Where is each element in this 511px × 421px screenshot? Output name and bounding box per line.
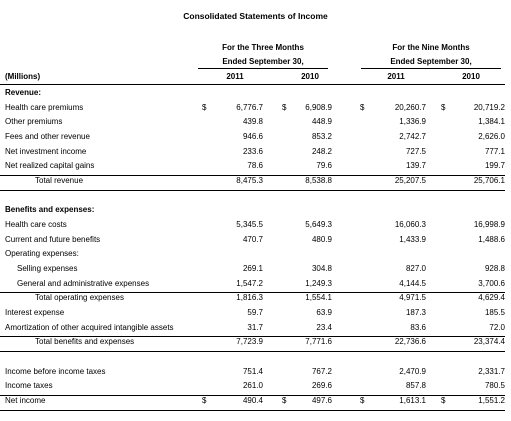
- table-row: [0, 220, 511, 233]
- table-row: [0, 132, 511, 145]
- row-value: 1,816.3: [236, 293, 263, 303]
- row-value: 22,736.6: [394, 337, 426, 347]
- row-value: 187.3: [405, 307, 426, 317]
- section-rule: [0, 410, 505, 411]
- header-bottom-rule: [0, 84, 505, 85]
- table-row: [0, 205, 511, 218]
- table-row: [0, 88, 511, 101]
- row-label: Income before income taxes: [5, 366, 106, 376]
- row-value: 6,908.9: [305, 102, 332, 112]
- row-value: 2,742.7: [399, 131, 426, 141]
- row-value: 448.9: [311, 117, 332, 127]
- table-row: [0, 308, 511, 321]
- row-value: 304.8: [311, 263, 332, 273]
- dollar-sign: $: [441, 102, 446, 112]
- table-row: [0, 147, 511, 160]
- row-value: 5,345.5: [236, 219, 263, 229]
- row-value: 78.6: [247, 161, 263, 171]
- row-value: 185.5: [484, 307, 505, 317]
- three-months-header-line1: For the Three Months: [222, 43, 304, 52]
- table-row: [0, 103, 511, 116]
- row-value: 2,331.7: [478, 366, 505, 376]
- row-value: 7,723.9: [236, 337, 263, 347]
- row-label: Other premiums: [5, 117, 63, 127]
- row-value: 1,384.1: [478, 117, 505, 127]
- row-label: Revenue:: [5, 88, 42, 97]
- row-label: Current and future benefits: [5, 234, 101, 244]
- year-header-4: 2010: [462, 72, 480, 81]
- row-value: 1,433.9: [399, 234, 426, 244]
- row-value: 72.0: [489, 322, 505, 332]
- row-value: 23,374.4: [473, 337, 505, 347]
- nine-months-header-line1: For the Nine Months: [392, 43, 470, 52]
- row-value: 25,706.1: [473, 175, 505, 185]
- section-rule: [0, 190, 505, 191]
- units-label: (Millions): [5, 72, 41, 81]
- row-label: General and administrative expenses: [17, 278, 150, 288]
- row-value: 7,771.6: [305, 337, 332, 347]
- row-value: 497.6: [311, 395, 332, 405]
- row-value: 6,776.7: [236, 102, 263, 112]
- row-value: 1,554.1: [305, 293, 332, 303]
- row-label: Operating expenses:: [5, 249, 79, 259]
- row-label: Net income: [5, 395, 46, 405]
- row-value: 16,060.3: [394, 219, 426, 229]
- dollar-sign: $: [202, 395, 207, 405]
- year-header-1: 2011: [226, 72, 244, 81]
- row-label: Amortization of other acquired intangible assets: [5, 322, 174, 332]
- row-value: 5,649.3: [305, 219, 332, 229]
- row-label: Net investment income: [5, 146, 87, 156]
- row-value: 1,547.2: [236, 278, 263, 288]
- row-value: 63.9: [316, 307, 332, 317]
- row-value: 4,144.5: [399, 278, 426, 288]
- row-value: 4,629.4: [478, 293, 505, 303]
- row-value: 199.7: [484, 161, 505, 171]
- row-value: 946.6: [242, 131, 263, 141]
- nine-months-header-line2: Ended September 30,: [390, 57, 472, 66]
- row-value: 139.7: [405, 161, 426, 171]
- row-label: Net realized capital gains: [5, 161, 95, 171]
- row-value: 1,613.1: [399, 395, 426, 405]
- row-value: 853.2: [311, 131, 332, 141]
- dollar-sign: $: [360, 395, 365, 405]
- row-label: Income taxes: [5, 381, 53, 391]
- row-value: 20,260.7: [394, 102, 426, 112]
- row-value: 79.6: [316, 161, 332, 171]
- row-value: 857.8: [405, 381, 426, 391]
- section-rule: [0, 351, 505, 352]
- row-value: 1,249.3: [305, 278, 332, 288]
- table-row: [0, 161, 511, 174]
- row-label: Health care costs: [5, 219, 67, 229]
- row-value: 439.8: [242, 117, 263, 127]
- table-row: [0, 381, 511, 394]
- year-header-3: 2011: [387, 72, 405, 81]
- row-label: Selling expenses: [17, 263, 78, 273]
- year-header-2: 2010: [301, 72, 319, 81]
- row-value: 827.0: [405, 263, 426, 273]
- row-value: 777.1: [484, 146, 505, 156]
- row-value: 767.2: [311, 366, 332, 376]
- table-row: [0, 264, 511, 277]
- dollar-sign: $: [282, 395, 287, 405]
- row-value: 59.7: [247, 307, 263, 317]
- table-row: [0, 235, 511, 248]
- row-value: 1,488.6: [478, 234, 505, 244]
- table-row: [0, 396, 511, 409]
- row-label: Total benefits and expenses: [35, 337, 135, 347]
- row-value: 8,475.3: [236, 175, 263, 185]
- dollar-sign: $: [202, 102, 207, 112]
- row-value: 4,971.5: [399, 293, 426, 303]
- row-label: Total revenue: [35, 175, 84, 185]
- three-months-header-line2: Ended September 30,: [222, 57, 304, 66]
- row-value: 269.6: [311, 381, 332, 391]
- table-row: [0, 337, 511, 350]
- row-value: 928.8: [484, 263, 505, 273]
- row-value: 727.5: [405, 146, 426, 156]
- row-value: 83.6: [410, 322, 426, 332]
- row-value: 261.0: [242, 381, 263, 391]
- row-value: 20,719.2: [473, 102, 505, 112]
- row-value: 2,626.0: [478, 131, 505, 141]
- row-value: 470.7: [242, 234, 263, 244]
- table-row: [0, 249, 511, 262]
- row-value: 1,336.9: [399, 117, 426, 127]
- row-value: 31.7: [247, 322, 263, 332]
- row-value: 269.1: [242, 263, 263, 273]
- statement-title: Consolidated Statements of Income: [183, 11, 328, 21]
- row-value: 248.2: [311, 146, 332, 156]
- row-label: Health care premiums: [5, 102, 84, 112]
- nine-months-header-rule: [361, 68, 501, 69]
- row-value: 780.5: [484, 381, 505, 391]
- row-value: 16,998.9: [473, 219, 505, 229]
- table-row: [0, 352, 511, 365]
- dollar-sign: $: [360, 102, 365, 112]
- row-value: 25,207.5: [394, 175, 426, 185]
- row-label: Benefits and expenses:: [5, 205, 95, 215]
- row-value: 233.6: [242, 146, 263, 156]
- row-label: Total operating expenses: [35, 293, 124, 303]
- table-row: [0, 293, 511, 306]
- row-value: 751.4: [242, 366, 263, 376]
- row-value: 3,700.6: [478, 278, 505, 288]
- dollar-sign: $: [441, 395, 446, 405]
- table-row: [0, 323, 511, 336]
- row-value: 8,538.8: [305, 175, 332, 185]
- row-value: 1,551.2: [478, 395, 505, 405]
- row-label: Fees and other revenue: [5, 131, 90, 141]
- dollar-sign: $: [282, 102, 287, 112]
- three-months-header-rule: [198, 68, 328, 69]
- row-value: 480.9: [311, 234, 332, 244]
- row-value: 490.4: [242, 395, 263, 405]
- row-value: 2,470.9: [399, 366, 426, 376]
- table-row: [0, 176, 511, 189]
- row-label: Interest expense: [5, 307, 65, 317]
- table-row: [0, 191, 511, 204]
- table-row: [0, 367, 511, 380]
- row-value: 23.4: [316, 322, 332, 332]
- table-row: [0, 279, 511, 292]
- table-row: [0, 117, 511, 130]
